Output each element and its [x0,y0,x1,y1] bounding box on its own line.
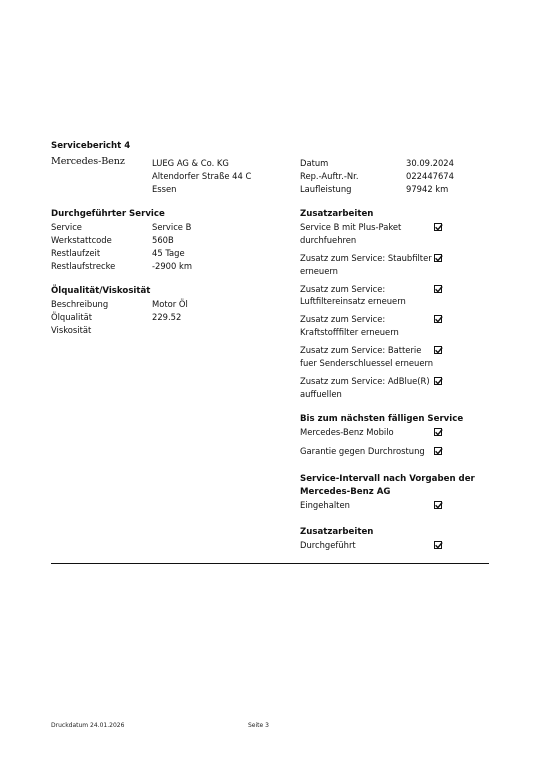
workshop-code-label: Werkstattcode [51,235,112,245]
extra-work-item-line1: Zusatz zum Service: Batterie [300,345,422,355]
extra-work-item-line2: Luftfiltereinsatz erneuern [300,296,406,306]
extra-work-item-line1: Zusatz zum Service: AdBlue(R) [300,376,430,386]
checkbox-checked [434,447,442,455]
checkmark-icon [434,222,444,232]
extra-work-item-line2: durchfuehren [300,235,357,245]
checkmark-icon [434,500,444,510]
extra-work-item-line2: auffuellen [300,389,342,399]
checkmark-icon [434,446,444,456]
service-label: Service [51,222,82,232]
checkbox-checked [434,377,442,385]
remaining-distance-label: Restlaufstrecke [51,261,116,271]
checkmark-icon [434,345,444,355]
dealer-street: Altendorfer Straße 44 C [152,171,252,181]
oil-quality-label: Ölqualität [51,312,93,322]
mobilo-label: Mercedes-Benz Mobilo [300,427,394,437]
extra-work-item-line1: Zusatz zum Service: [300,284,386,294]
meta-label-mileage: Laufleistung [300,184,352,194]
checkmark-icon [434,376,444,386]
next-service-heading: Bis zum nächsten fälligen Service [300,414,464,424]
meta-label-date: Datum [300,158,329,168]
print-date: Druckdatum 24.01.2026 [51,722,125,729]
checkmark-icon [434,540,444,550]
meta-value-order: 022447674 [406,171,454,181]
extra-work-item-line1: Zusatz zum Service: Staubfilter [300,253,432,263]
extra-work-item-line1: Zusatz zum Service: [300,314,386,324]
page-number: Seite 3 [248,722,269,729]
checkbox-checked [434,346,442,354]
checkbox-checked [434,541,442,549]
oil-description-value: Motor Öl [152,299,188,309]
checkbox-checked [434,223,442,231]
checkbox-checked [434,285,442,293]
remaining-time-label: Restlaufzeit [51,248,101,258]
workshop-code-value: 560B [152,235,174,245]
checkbox-checked [434,254,442,262]
meta-value-date: 30.09.2024 [406,158,454,168]
report-title: Servicebericht 4 [51,141,131,151]
checkbox-checked [434,428,442,436]
interval-heading-line1: Service-Intervall nach Vorgaben der [300,474,475,484]
checkbox-checked [434,315,442,323]
dealer-name: LUEG AG & Co. KG [152,158,229,168]
extra-work-heading: Zusatzarbeiten [300,209,374,219]
extra-work-item-line1: Service B mit Plus-Paket [300,222,402,232]
meta-label-order: Rep.-Auftr.-Nr. [300,171,359,181]
extra-work-item-line2: erneuern [300,266,338,276]
remaining-time-value: 45 Tage [152,248,185,258]
interval-heading-line2: Mercedes-Benz AG [300,487,391,497]
remaining-distance-value: -2900 km [152,261,193,271]
section-divider [51,563,489,564]
checkmark-icon [434,284,444,294]
checkmark-icon [434,314,444,324]
extra-work-item-line2: fuer Senderschluessel erneuern [300,358,434,368]
checkmark-icon [434,427,444,437]
checkmark-icon [434,253,444,263]
dealer-city: Essen [152,184,177,194]
extra-work-item-line2: Kraftstofffilter erneuern [300,327,399,337]
extra-work2-done-label: Durchgeführt [300,540,356,550]
rust-warranty-label: Garantie gegen Durchrostung [300,446,425,456]
meta-value-mileage: 97942 km [406,184,449,194]
extra-work2-heading: Zusatzarbeiten [300,527,374,537]
service-value: Service B [152,222,192,232]
oil-description-label: Beschreibung [51,299,109,309]
viscosity-label: Viskosität [51,325,92,335]
checkbox-checked [434,501,442,509]
interval-kept-label: Eingehalten [300,500,350,510]
oil-heading: Ölqualität/Viskosität [51,286,151,296]
oil-quality-value: 229.52 [152,312,182,322]
brand-logotype: Mercedes-Benz [51,156,125,167]
service-heading: Durchgeführter Service [51,209,165,219]
